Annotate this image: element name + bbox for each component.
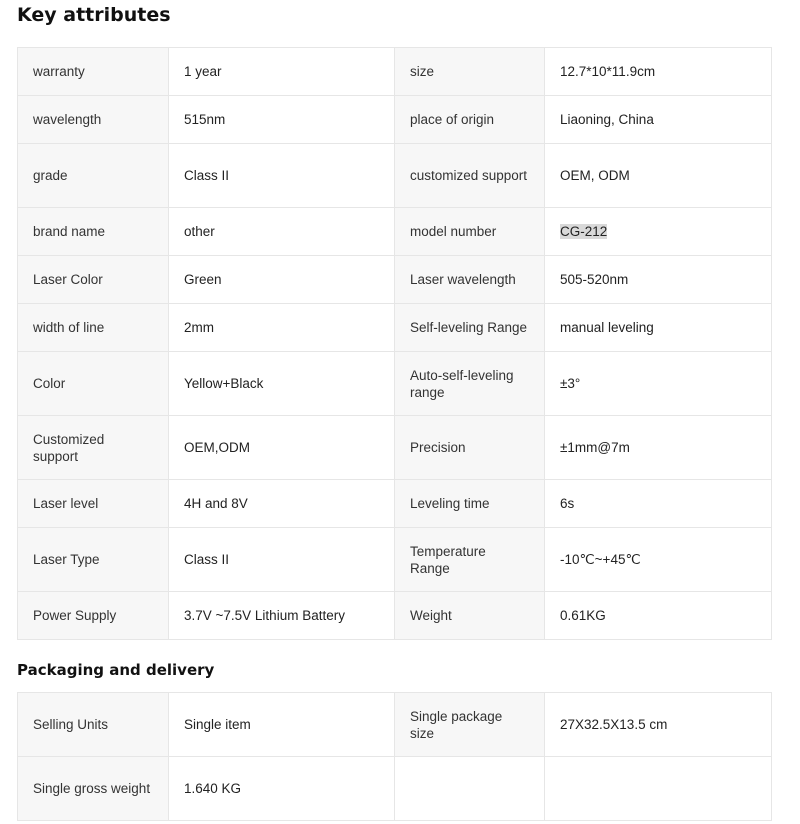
attr-key: Selling Units <box>18 693 169 757</box>
attr-key: Leveling time <box>395 480 545 528</box>
attr-value: 6s <box>545 480 772 528</box>
attr-value: Class II <box>169 144 395 208</box>
attr-key: warranty <box>18 48 169 96</box>
table-row <box>18 416 772 480</box>
attr-value: 515nm <box>169 96 395 144</box>
attr-key: Power Supply <box>18 592 169 640</box>
attr-key: wavelength <box>18 96 169 144</box>
attr-key: brand name <box>18 208 169 256</box>
table-row <box>18 528 772 592</box>
table-row <box>18 592 772 640</box>
attr-value: Single item <box>169 693 395 757</box>
empty-cell <box>545 757 772 821</box>
table-row <box>18 96 772 144</box>
attr-key: Single package size <box>395 693 545 757</box>
attr-key: Temperature Range <box>395 528 545 592</box>
attr-key: Laser level <box>18 480 169 528</box>
attr-key: size <box>395 48 545 96</box>
table-row <box>18 256 772 304</box>
attr-key: Laser Type <box>18 528 169 592</box>
attr-key: Precision <box>395 416 545 480</box>
attr-value: ±1mm@7m <box>545 416 772 480</box>
table-row <box>18 693 772 757</box>
attr-value: 4H and 8V <box>169 480 395 528</box>
attr-key: Self-leveling Range <box>395 304 545 352</box>
attr-key: width of line <box>18 304 169 352</box>
packaging-table <box>17 692 772 821</box>
attr-key: Auto-self-leveling range <box>395 352 545 416</box>
attr-value: Green <box>169 256 395 304</box>
attr-value: Class II <box>169 528 395 592</box>
table-row <box>18 144 772 208</box>
table-row <box>18 208 772 256</box>
attr-value: 1.640 KG <box>169 757 395 821</box>
attr-key: grade <box>18 144 169 208</box>
attr-value: ±3° <box>545 352 772 416</box>
attr-value: 12.7*10*11.9cm <box>545 48 772 96</box>
table-row <box>18 757 772 821</box>
attr-value: Liaoning, China <box>545 96 772 144</box>
attr-value: OEM,ODM <box>169 416 395 480</box>
attr-value: 505-520nm <box>545 256 772 304</box>
packaging-delivery-title: Packaging and delivery <box>17 661 215 679</box>
attr-value: other <box>169 208 395 256</box>
attr-value: 3.7V ~7.5V Lithium Battery <box>169 592 395 640</box>
table-row <box>18 480 772 528</box>
attr-value <box>545 208 772 256</box>
attr-value: manual leveling <box>545 304 772 352</box>
attr-key: place of origin <box>395 96 545 144</box>
attr-key: Single gross weight <box>18 757 169 821</box>
text-selection-highlight: CG-212 <box>560 224 608 239</box>
attr-value: 0.61KG <box>545 592 772 640</box>
attr-key: Laser Color <box>18 256 169 304</box>
attr-key: customized support <box>395 144 545 208</box>
attr-value: 1 year <box>169 48 395 96</box>
table-row <box>18 304 772 352</box>
attr-value: 2mm <box>169 304 395 352</box>
table-row <box>18 48 772 96</box>
empty-cell <box>395 757 545 821</box>
attr-key: Customized support <box>18 416 169 480</box>
attr-key: model number <box>395 208 545 256</box>
attr-value: -10℃~+45℃ <box>545 528 772 592</box>
attr-value: OEM, ODM <box>545 144 772 208</box>
key-attributes-table <box>17 47 772 640</box>
attr-key: Laser wavelength <box>395 256 545 304</box>
attr-value: Yellow+Black <box>169 352 395 416</box>
key-attributes-title: Key attributes <box>17 4 171 26</box>
attr-key: Weight <box>395 592 545 640</box>
table-row <box>18 352 772 416</box>
attr-key: Color <box>18 352 169 416</box>
attr-value: 27X32.5X13.5 cm <box>545 693 772 757</box>
